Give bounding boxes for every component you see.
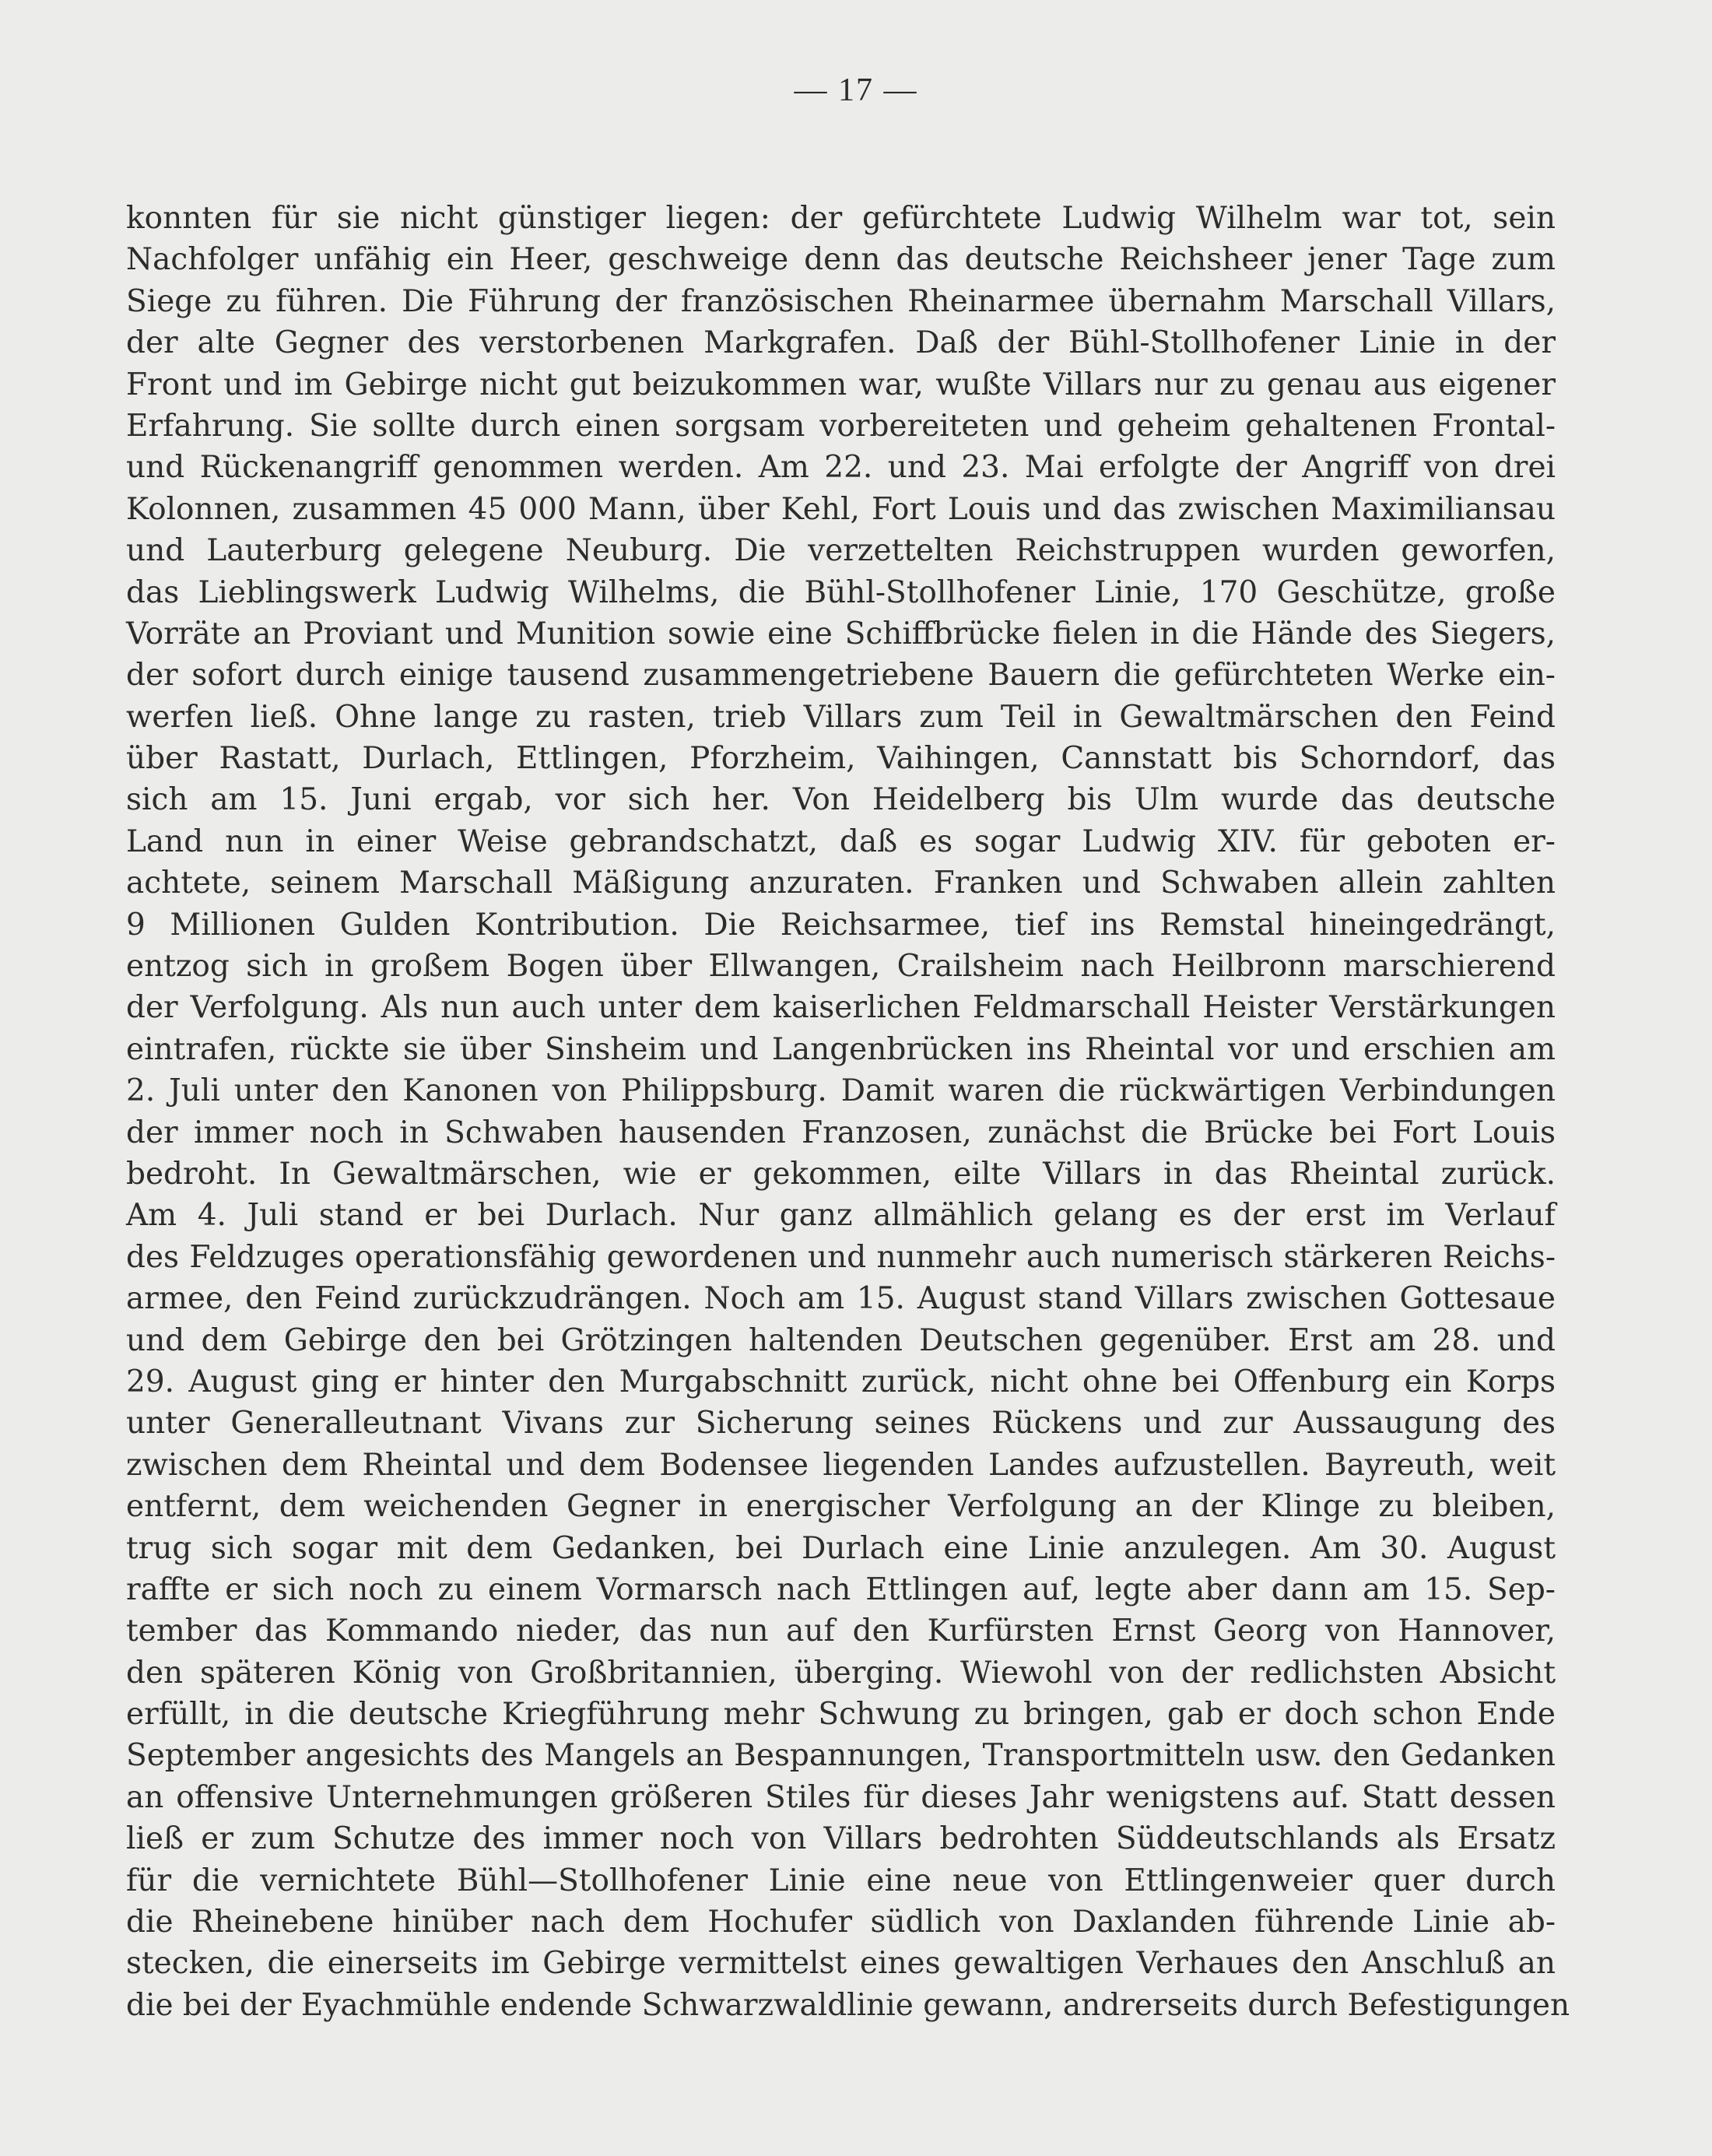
text-line: September angesichts des Mangels an Bespannungen, Transportmitteln usw. den Gedanken: [126, 1738, 1556, 1774]
text-line: die Rheinebene hinüber nach dem Hochufer südlich von Daxlanden führende Linie ab-: [126, 1905, 1556, 1940]
text-line: für die vernichtete Bühl—Stollhofener Linie eine neue von Ettlingenweier quer durch: [126, 1863, 1556, 1898]
text-line: Land nun in einer Weise gebrandschatzt, daß es sogar Ludwig XIV. für geboten er-: [126, 823, 1556, 859]
body-text: [126, 198, 1570, 2026]
text-line: stecken, die einerseits im Gebirge vermittelst eines gewaltigen Verhaues den Anschluß an: [126, 1946, 1556, 1982]
text-line: zwischen dem Rheintal und dem Bodensee liegenden Landes aufzustellen. Bayreuth, weit: [126, 1447, 1556, 1483]
text-line: das Lieblingswerk Ludwig Wilhelms, die Bühl-Stollhofener Linie, 170 Geschütze, große: [126, 574, 1556, 610]
text-line: und Lauterburg gelegene Neuburg. Die verzettelten Reichstruppen wurden geworfen,: [126, 533, 1556, 569]
text-line: erfüllt, in die deutsche Kriegführung mehr Schwung zu bringen, gab er doch schon Ende: [126, 1697, 1556, 1733]
text-line: tember das Kommando nieder, das nun auf den Kurfürsten Ernst Georg von Hannover,: [126, 1613, 1556, 1649]
text-line: an offensive Unternehmungen größeren Stiles für dieses Jahr wenigstens auf. Statt dessen: [126, 1779, 1556, 1815]
text-line: bedroht. In Gewaltmärschen, wie er gekommen, eilte Villars in das Rheintal zurück.: [126, 1156, 1556, 1192]
text-line: der sofort durch einige tausend zusammengetriebene Bauern die gefürchteten Werke ein-: [126, 658, 1556, 694]
text-line: der alte Gegner des verstorbenen Markgrafen. Daß der Bühl-Stollhofener Linie in der: [126, 325, 1556, 361]
text-line: 2. Juli unter den Kanonen von Philippsburg. Damit waren die rückwärtigen Verbindungen: [126, 1073, 1556, 1109]
text-line: des Feldzuges operationsfähig gewordenen und nunmehr auch numerisch stärkeren Reichs-: [126, 1239, 1556, 1275]
text-line: achtete, seinem Marschall Mäßigung anzuraten. Franken und Schwaben allein zahlten: [126, 866, 1556, 901]
text-line: ließ er zum Schutze des immer noch von Villars bedrohten Süddeutschlands als Ersatz: [126, 1821, 1556, 1857]
text-line: Erfahrung. Sie sollte durch einen sorgsam vorbereiteten und geheim gehaltenen Frontal-: [126, 408, 1556, 444]
text-line: Am 4. Juli stand er bei Durlach. Nur ganz allmählich gelang es der erst im Verlauf: [126, 1198, 1556, 1234]
text-line: werfen ließ. Ohne lange zu rasten, trieb Villars zum Teil in Gewaltmärschen den Feind: [126, 699, 1556, 735]
text-line: der Verfolgung. Als nun auch unter dem kaiserlichen Feldmarschall Heister Verstärkungen: [126, 990, 1556, 1026]
text-line: 29. August ging er hinter den Murgabschnitt zurück, nicht ohne bei Offenburg ein Korps: [126, 1364, 1556, 1399]
text-line: über Rastatt, Durlach, Ettlingen, Pforzheim, Vaihingen, Cannstatt bis Schorndorf, das: [126, 741, 1556, 777]
page-number: — 17 —: [794, 72, 918, 108]
text-line: eintrafen, rückte sie über Sinsheim und Langenbrücken ins Rheintal vor und erschien am: [126, 1031, 1556, 1067]
text-line: entzog sich in großem Bogen über Ellwangen, Crailsheim nach Heilbronn marschierend: [126, 949, 1556, 985]
text-line: armee, den Feind zurückzudrängen. Noch am 15. August stand Villars zwischen Gottesaue: [126, 1281, 1556, 1317]
text-line: Siege zu führen. Die Führung der französischen Rheinarmee übernahm Marschall Villars,: [126, 283, 1556, 319]
text-line: die bei der Eyachmühle endende Schwarzwaldlinie gewann, andrerseits durch Befestigungen: [126, 1987, 1570, 2023]
text-line: und Rückenangriff genommen werden. Am 22. und 23. Mai erfolgte der Angriff von drei: [126, 450, 1556, 486]
text-line: entfernt, dem weichenden Gegner in energischer Verfolgung an der Klinge zu bleiben,: [126, 1489, 1556, 1525]
text-line: und dem Gebirge den bei Grötzingen haltenden Deutschen gegenüber. Erst am 28. und: [126, 1322, 1556, 1358]
text-line: Front und im Gebirge nicht gut beizukommen war, wußte Villars nur zu genau aus eigener: [126, 367, 1556, 402]
text-line: 9 Millionen Gulden Kontribution. Die Reichsarmee, tief ins Remstal hineingedrängt,: [126, 907, 1556, 943]
text-line: Nachfolger unfähig ein Heer, geschweige denn das deutsche Reichsheer jener Tage zum: [126, 242, 1556, 278]
text-line: der immer noch in Schwaben hausenden Franzosen, zunächst die Brücke bei Fort Louis: [126, 1115, 1556, 1150]
text-line: sich am 15. Juni ergab, vor sich her. Von Heidelberg bis Ulm wurde das deutsche: [126, 782, 1556, 818]
text-line: konnten für sie nicht günstiger liegen: der gefürchtete Ludwig Wilhelm war tot, sein: [126, 201, 1556, 236]
text-line: Kolonnen, zusammen 45 000 Mann, über Kehl, Fort Louis und das zwischen Maximiliansau: [126, 491, 1556, 527]
text-line: raffte er sich noch zu einem Vormarsch nach Ettlingen auf, legte aber dann am 15. Sep-: [126, 1571, 1556, 1607]
text-line: Vorräte an Proviant und Munition sowie eine Schiffbrücke fielen in die Hände des Siegers,: [126, 616, 1556, 651]
text-line: den späteren König von Großbritannien, überging. Wiewohl von der redlichsten Absicht: [126, 1655, 1556, 1691]
text-line: unter Generalleutnant Vivans zur Sicherung seines Rückens und zur Aussaugung des: [126, 1406, 1556, 1441]
text-line: trug sich sogar mit dem Gedanken, bei Durlach eine Linie anzulegen. Am 30. August: [126, 1530, 1556, 1566]
